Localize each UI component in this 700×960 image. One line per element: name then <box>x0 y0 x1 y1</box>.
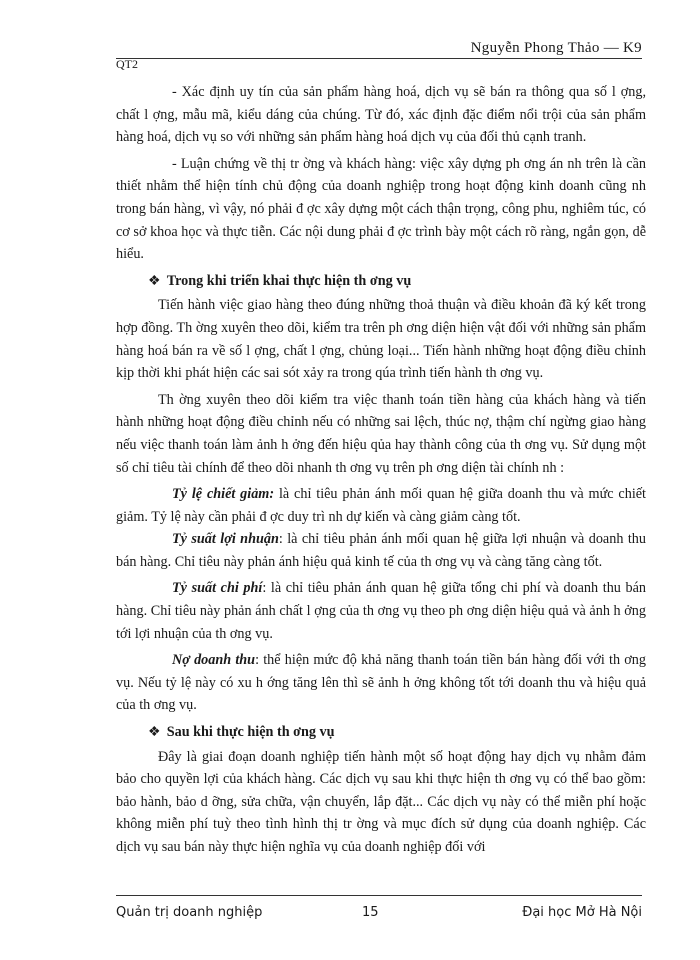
term-receivables <box>116 649 646 717</box>
page-number: 15 <box>362 905 379 920</box>
paragraph-text: Luận chứng về thị tr ờng và khách hàng: việc xây dựng ph ơng án nh trên là cần thiết nhằm thể hiện tính chủ động của doanh nghiệp trong hoạt động kinh doanh cũng nh trong bán hàng, vì vậy, nó phải đ ợc xây dựng một cách thận trọng, công phu, nghiêm túc, có cơ sở khoa học và thực tiễn. Các nội dung phải đ ợc trình bày một cách rõ ràng, ngắn gọn, dễ hiểu. <box>116 155 646 263</box>
term-description: : thể hiện mức độ khả năng thanh toán tiền bán hàng đối với th ơng vụ. Nếu tỷ lệ này có xu h ớng tăng lên thì sẽ ảnh h ởng không tốt tới doanh thu và hiệu quả của th ơng vụ. <box>116 652 646 714</box>
term-profit-margin <box>116 528 646 573</box>
heading-text: Trong khi triển khai thực hiện th ơng vụ <box>166 272 412 289</box>
term-description: : là chỉ tiêu phản ánh mối quan hệ giữa lợi nhuận và doanh thu bán hàng. Chỉ tiêu này phản ánh hiệu quả kinh tế của th ơng vụ và càng tăng càng tốt. <box>116 531 646 570</box>
term-discount-rate <box>116 483 646 528</box>
dash-marker: - <box>172 155 177 172</box>
heading-text: Sau khi thực hiện th ơng vụ <box>166 724 335 741</box>
term-description: là chỉ tiêu phản ánh mối quan hệ giữa doanh thu và mức chiết giảm. Tỷ lệ này cần phải đ ợc duy trì nh dự kiến và càng giảm càng tốt. <box>116 486 646 525</box>
section-heading-after-deal <box>116 721 646 744</box>
footer-course-name: Quản trị doanh nghiệp <box>116 905 263 920</box>
footer-divider <box>116 895 642 896</box>
paragraph-payment-monitoring: Th ờng xuyên theo dõi kiểm tra việc thanh toán tiền hàng của khách hàng và tiến hành những hoạt động điều chỉnh nếu có những sai lệch, thúc nợ, thậm chí ngừng giao hàng nếu việc thanh toán làm ảnh h ởng đến hiệu qủa hay thành công của th ơng vụ. Sử dụng một số chỉ tiêu tài chính để theo dõi nhanh th ơng vụ trên ph ơng diện tài chính nh : <box>116 391 646 476</box>
term-label: Tỷ lệ chiết giảm: <box>172 486 275 503</box>
term-description: : là chỉ tiêu phản ánh quan hệ giữa tổng chi phí và doanh thu bán hàng. Chỉ tiêu này phản ánh chất l ợng của th ơng vụ theo ph ơng diện hiệu quả và ảnh h ởng tới lợi nhuận của th ơng vụ. <box>116 580 646 642</box>
term-label: Tỷ suất lợi nhuận <box>172 531 279 548</box>
dash-marker: - <box>172 84 177 100</box>
paragraph-after-sales: Đây là giai đoạn doanh nghiệp tiến hành một số hoạt động hay dịch vụ nhằm đảm bảo cho quyền lợi của khách hàng. Các dịch vụ sau khi thực hiện th ơng vụ có thể bao gồm: bảo hành, bảo d ỡng, sửa chữa, vận chuyển, lắp đặt... Các dịch vụ này có thể miễn phí hoặc không miễn phí tuỳ theo tình hình thị tr ờng và mục đích sử dụng của doanh nghiệp. Các dịch vụ sau bán này thực hiện nghĩa vụ của doanh nghiệp đối với <box>116 748 646 855</box>
paragraph-product-reputation <box>116 81 646 149</box>
term-label: Nợ doanh thu <box>172 652 256 669</box>
paragraph-delivery: Tiến hành việc giao hàng theo đúng những thoả thuận và điều khoản đã ký kết trong hợp đồng. Th ờng xuyên theo dõi, kiểm tra trên ph ơng diện hiện vật đối với những sản phẩm hàng hoá bán ra về số l ợng, chất l ợng, chủng loại... Tiến hành những hoạt động điều chỉnh kịp thời khi phát hiện các sai sót xảy ra trong qúa trình tiến hành th ơng vụ. <box>116 297 646 382</box>
paragraph-market-analysis <box>116 153 646 266</box>
header-class-code: QT2 <box>116 57 138 71</box>
header-author: Nguyễn Phong Thảo — K9 <box>470 40 642 56</box>
page-body <box>116 81 646 859</box>
paragraph-text: Xác định uy tín của sản phẩm hàng hoá, dịch vụ sẽ bán ra thông qua số l ợng, chất l ợng, mẫu mã, kiểu dáng của chúng. Từ đó, xác định đặc điểm nổi trội của sản phẩm hàng hoá, dịch vụ so với những sản phẩm hàng hoá dịch vụ của đối thủ cạnh tranh. <box>116 84 646 146</box>
section-heading-during-deal <box>116 270 646 293</box>
diamond-bullet-icon: ❖ <box>148 724 161 741</box>
footer-university: Đại học Mở Hà Nội <box>522 905 642 920</box>
term-cost-ratio <box>116 577 646 645</box>
header-divider <box>116 58 642 59</box>
term-label: Tỷ suất chi phí <box>172 580 263 597</box>
diamond-bullet-icon: ❖ <box>148 272 161 289</box>
